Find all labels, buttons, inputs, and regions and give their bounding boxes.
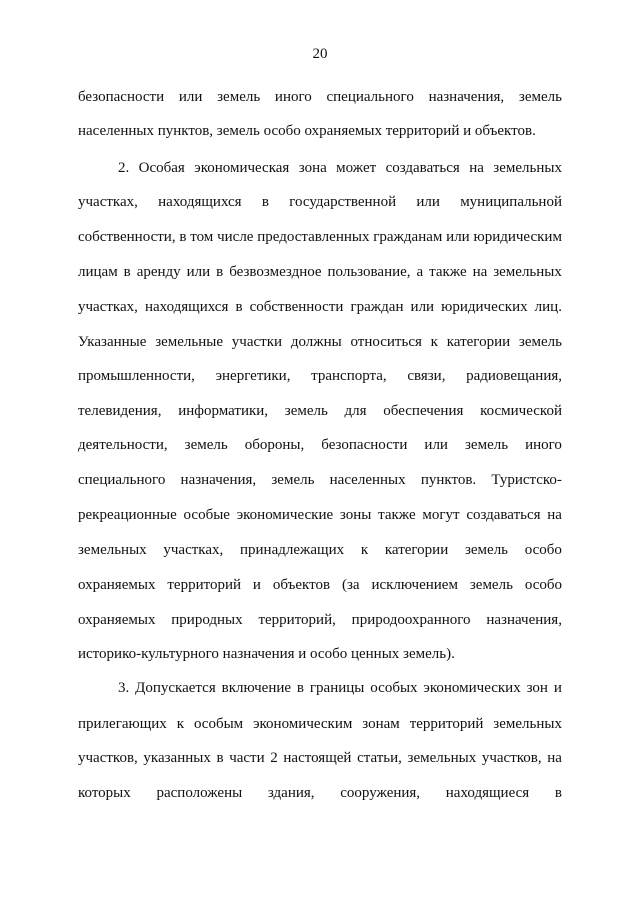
text-line: деятельности, земель обороны, безопасности или земель иного (78, 437, 562, 453)
text-line: телевидения, информатики, земель для обеспечения космической (78, 403, 562, 419)
text-line: промышленности, энергетики, транспорта, связи, радиовещания, (78, 368, 562, 384)
text-line: историко-культурного назначения и особо ценных земель). (78, 646, 455, 662)
text-line: безопасности или земель иного специального назначения, земель (78, 89, 562, 105)
text-line: собственности, в том числе предоставленных гражданам или юридическим (78, 229, 562, 245)
text-line: 2. Особая экономическая зона может создаваться на земельных (118, 160, 562, 176)
text-line: специального назначения, земель населенных пунктов. Туристско- (78, 472, 562, 488)
text-line: охраняемых природных территорий, природоохранного назначения, (78, 612, 562, 628)
text-line: 3. Допускается включение в границы особых экономических зон и (118, 680, 562, 696)
text-line: Указанные земельные участки должны относиться к категории земель (78, 334, 562, 350)
text-line: населенных пунктов, земель особо охраняемых территорий и объектов. (78, 123, 536, 139)
text-line: лицам в аренду или в безвозмездное пользование, а также на земельных (78, 264, 562, 280)
text-line: участков, указанных в части 2 настоящей статьи, земельных участков, на (78, 750, 562, 766)
text-line: прилегающих к особым экономическим зонам территорий земельных (78, 716, 562, 732)
text-line: участках, находящихся в собственности граждан или юридических лиц. (78, 299, 562, 315)
page-number: 20 (312, 46, 328, 62)
text-line: земельных участках, принадлежащих к категории земель особо (78, 542, 562, 558)
text-line: участках, находящихся в государственной или муниципальной (78, 194, 562, 210)
text-line: рекреационные особые экономические зоны также могут создаваться на (78, 507, 562, 523)
text-line: которых расположены здания, сооружения, находящиеся в (78, 785, 562, 801)
text-line: охраняемых территорий и объектов (за исключением земель особо (78, 577, 562, 593)
